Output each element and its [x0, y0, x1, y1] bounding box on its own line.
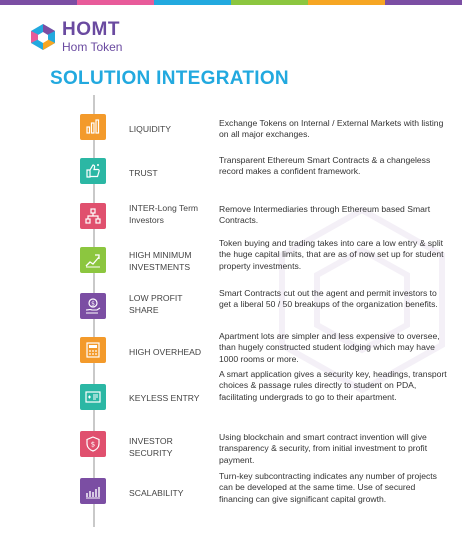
row-description: Exchange Tokens on Internal / External Markets with listing on all major exchanges.: [219, 118, 444, 140]
svg-text:$: $: [91, 300, 95, 308]
coin-hand-icon: [80, 293, 106, 319]
row-description: Remove Intermediaries through Ethereum based Smart Contracts.: [219, 204, 431, 226]
row-inter-long-term-investors: [0, 199, 462, 239]
row-trust: [0, 154, 462, 194]
row-scalability: [0, 471, 462, 516]
calculator-icon: [80, 337, 106, 363]
row-liquidity: [0, 112, 462, 152]
row-label: HIGH MINIMUM INVESTMENTS: [129, 250, 192, 272]
shield-icon: [80, 431, 106, 457]
row-label: INVESTOR SECURITY: [129, 436, 173, 458]
scale-chart-icon: [80, 478, 106, 504]
row-label: KEYLESS ENTRY: [129, 393, 200, 403]
row-label: TRUST: [129, 168, 158, 178]
thumbs-up-icon: [80, 158, 106, 184]
bar-chart-icon: [80, 114, 106, 140]
keycard-icon: [80, 384, 106, 410]
row-description: Apartment lots are simpler and less expensive to oversee, than hugely constructed student lodging which may have 1000 rooms or more.: [219, 331, 440, 364]
top-bar-segment: [77, 0, 154, 5]
row-description: A smart application gives a security key, headings, transport choices & passage rules directly to student on PDA, facilitating undergrads to go to their apartment.: [219, 369, 447, 402]
top-bar-segment: [308, 0, 385, 5]
logo-title: HOMT: [62, 19, 120, 40]
row-investor-security: [0, 427, 462, 467]
row-high-minimum-investments: [0, 238, 462, 283]
top-bar-segment: [231, 0, 308, 5]
row-description: Using blockchain and smart contract invention will give transparency & security, from initial investment to profit payment.: [219, 432, 428, 465]
row-label: INTER-Long Term Investors: [129, 203, 199, 225]
row-keyless-entry: [0, 369, 462, 417]
logo-subtitle: Hom Token: [62, 40, 123, 54]
svg-text:$: $: [90, 440, 96, 449]
top-color-bar: [0, 0, 462, 5]
top-bar-segment: [385, 0, 462, 5]
row-description: Transparent Ethereum Smart Contracts & a changeless record makes a confident framework.: [219, 155, 431, 177]
row-label: HIGH OVERHEAD: [129, 347, 202, 357]
row-description: Smart Contracts cut out the agent and permit investors to get a liberal 50 / 50 breakups of the organization benefits.: [219, 288, 438, 310]
top-bar-segment: [0, 0, 77, 5]
row-high-overhead: [0, 333, 462, 373]
row-description: Token buying and trading takes into care a low entry & split the huge capital limits, that are as of now set up for student property investments.: [219, 238, 444, 271]
growth-icon: [80, 247, 106, 273]
row-low-profit-share: [0, 288, 462, 328]
logo: [28, 20, 122, 53]
row-label: LIQUIDITY: [129, 124, 172, 134]
row-label: SCALABILITY: [129, 488, 184, 498]
network-icon: [80, 203, 106, 229]
page-title: SOLUTION INTEGRATION: [50, 68, 289, 89]
top-bar-segment: [154, 0, 231, 5]
row-description: Turn-key subcontracting indicates any number of projects can be developed at the same time. Use of secured financing can give significant capital growth.: [219, 471, 437, 504]
row-label: LOW PROFIT SHARE: [129, 293, 183, 315]
logo-icon: [28, 22, 58, 52]
